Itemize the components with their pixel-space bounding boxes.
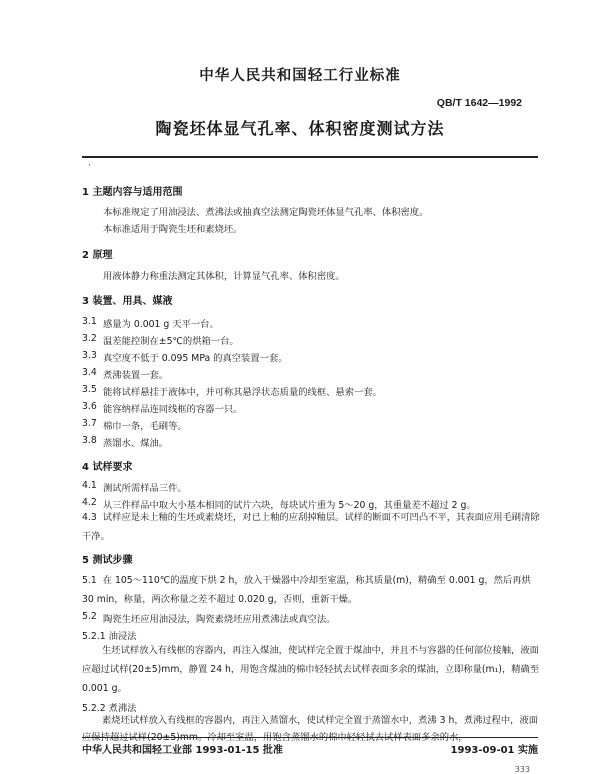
section-5-heading: 5 测试步骤 [82, 555, 133, 566]
page-number: 333 [514, 765, 530, 774]
subclause-5-2-1-heading: 5.2.1 油浸法 [82, 631, 137, 642]
header-rule [82, 156, 538, 158]
clause-text: 能容纳样品连同线框的容器一只。 [103, 404, 243, 415]
clause-number: 3.7 [82, 418, 97, 429]
subclause-5-2-2-heading: 5.2.2 煮沸法 [82, 703, 137, 714]
clause-text: 从三件样品中取大小基本相同的试片六块，每块试片重为 5～20 g，其重量差不超过 2 g。 [103, 500, 476, 511]
bullet-dot: · [88, 161, 91, 171]
footer-rule [82, 737, 538, 738]
clause-5-1 [82, 571, 542, 609]
section-1-paragraph-1: 本标准规定了用油浸法、煮沸法或抽真空法测定陶瓷坯体显气孔率、体积密度。 [103, 207, 429, 218]
document-title: 陶瓷坯体显气孔率、体积密度测试方法 [155, 119, 445, 138]
clause-text: 感量为 0.001 g 天平一台。 [103, 319, 219, 330]
approval-line: 中华人民共和国轻工业部 1993-01-15 批准 [82, 745, 283, 756]
clause-number: 5.1 [82, 575, 97, 586]
clause-text: 陶瓷生坯应用油浸法，陶瓷素烧坯应用煮沸法或真空法。 [103, 614, 336, 625]
section-1-heading: 1 主题内容与适用范围 [82, 187, 183, 198]
clause-number: 3.1 [82, 316, 97, 327]
clause-number: 3.5 [82, 384, 97, 395]
clause-number: 3.3 [82, 350, 97, 361]
clause-4-3 [82, 508, 542, 546]
clause-text: 真空度不低于 0.095 MPa 的真空装置一套。 [103, 353, 288, 364]
clause-number: 3.6 [82, 401, 97, 412]
clause-text: 试样应是未上釉的生坯或素烧坯，对已上釉的应刮掉釉层。试样的断面不可凹凸不平，其表面应用毛刷清除干净。 [82, 512, 540, 542]
clause-text: 煮沸装置一套。 [103, 370, 169, 381]
clause-text: 在 105～110℃的温度下烘 2 h，放入干燥器中冷却至室温，称其质量(m)，精确至 0.001 g，然后再烘 30 min，称量，两次称量之差不超过 0.020 g，否则，重新干燥。 [82, 575, 531, 605]
effective-date: 1993-09-01 实施 [450, 745, 538, 756]
clause-number: 3.2 [82, 333, 97, 344]
section-2-paragraph-1: 用液体静力称重法测定其体积，计算显气孔率、体积密度。 [103, 271, 345, 282]
clause-number: 4.1 [82, 480, 97, 491]
clause-number: 3.8 [82, 435, 97, 446]
clause-number: 3.4 [82, 367, 97, 378]
subclause-5-2-1-text: 生坯试样放入有线框的容器内，再注入煤油，使试样完全置于煤油中，并且不与容器的任何部位接触，液面应超过试样(20±5)mm，静置 24 h，用饱含煤油的棉巾轻轻拭去试样表面多余的煤油，立即称量(m₁)，精确至 0.001 g。 [82, 645, 540, 694]
section-1-paragraph-2: 本标准适用于陶瓷生坯和素烧坯。 [103, 224, 243, 235]
section-3-heading: 3 装置、用具、媒液 [82, 296, 173, 307]
clause-text: 能将试样悬挂于液体中，并可称其悬浮状态质量的线框、悬索一套。 [103, 387, 382, 398]
clause-text: 测试所需样品三件。 [103, 483, 187, 494]
subclause-5-2-2-text: 素烧坯试样放入有线框的容器内，再注入蒸馏水，使试样完全置于蒸馏水中，煮沸 3 h，煮沸过程中，液面应保持超过试样(20±5)mm。冷却至室温，用饱含蒸馏水的棉巾轻轻拭去试样表面多余的水， [82, 715, 539, 743]
clause-number: 4.3 [82, 512, 97, 523]
clause-text: 温差能控制在±5℃的烘箱一台。 [103, 336, 239, 347]
section-2-heading: 2 原理 [82, 250, 113, 261]
section-4-heading: 4 试样要求 [82, 462, 133, 473]
clause-text: 棉巾一条，毛刷等。 [103, 421, 187, 432]
standard-number: QB/T 1642—1992 [436, 97, 522, 109]
clause-number: 4.2 [82, 497, 97, 508]
clause-text: 蒸馏水、煤油。 [103, 438, 169, 449]
issuing-agency: 中华人民共和国轻工行业标准 [199, 68, 401, 84]
clause-number: 5.2 [82, 611, 97, 622]
